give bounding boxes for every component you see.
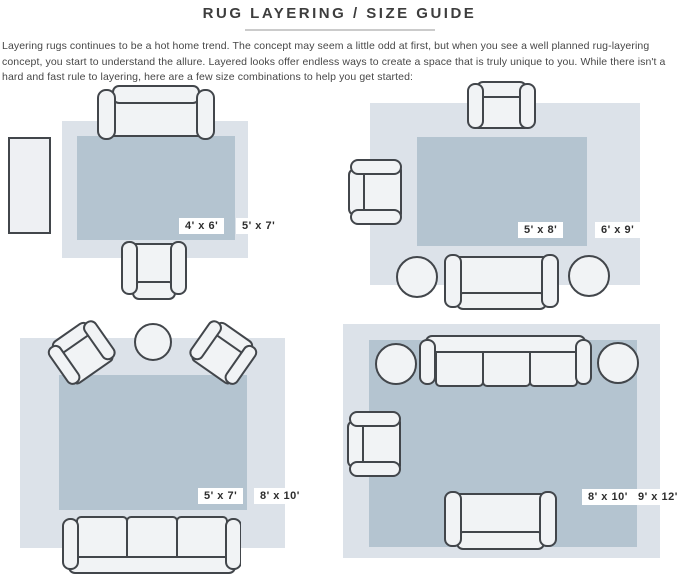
armchair-left	[346, 410, 404, 478]
loveseat-bottom	[443, 490, 558, 552]
title-divider	[245, 29, 435, 31]
round-ottoman-left	[374, 342, 418, 386]
round-side-table	[133, 322, 173, 362]
scene-top-left	[0, 80, 300, 315]
outer-rug-size-label: 8' x 10'	[254, 488, 306, 504]
armchair-top	[466, 80, 537, 130]
inner-rug-size-label: 5' x 8'	[518, 222, 563, 238]
intro-paragraph: Layering rugs continues to be a hot home trend. The concept may seem a little odd at first, but when you see a well planned rug-layering concept, you start to understand the allure. Layered looks offer endless ways to create a space that is truly unique to you. While there isn't a hard and fast rule to layering, here are a few size combinations to help you get started:	[2, 40, 666, 83]
three-seat-sofa	[61, 515, 241, 575]
outer-rug-size-label: 5' x 7'	[236, 218, 281, 234]
inner-rug-size-label: 5' x 7'	[198, 488, 243, 504]
round-ottoman-right	[567, 254, 611, 298]
round-ottoman-left	[395, 255, 439, 299]
three-seat-sofa-top	[418, 334, 593, 390]
armchair-left	[347, 158, 405, 226]
scene-bottom-left	[0, 310, 300, 575]
inner-rug-size-label: 4' x 6'	[179, 218, 224, 234]
page-title: RUG LAYERING / SIZE GUIDE	[202, 5, 477, 22]
outer-rug-size-label: 6' x 9'	[595, 222, 640, 238]
round-ottoman-right	[596, 341, 640, 385]
console-table	[8, 137, 51, 234]
armchair	[120, 240, 188, 302]
loveseat	[96, 84, 216, 142]
sofa-bottom	[443, 253, 560, 311]
scene-bottom-right	[340, 310, 679, 575]
inner-rug-size-label: 8' x 10'	[582, 489, 634, 505]
outer-rug-size-label: 9' x 12'	[632, 489, 679, 505]
scene-top-right	[340, 80, 679, 315]
